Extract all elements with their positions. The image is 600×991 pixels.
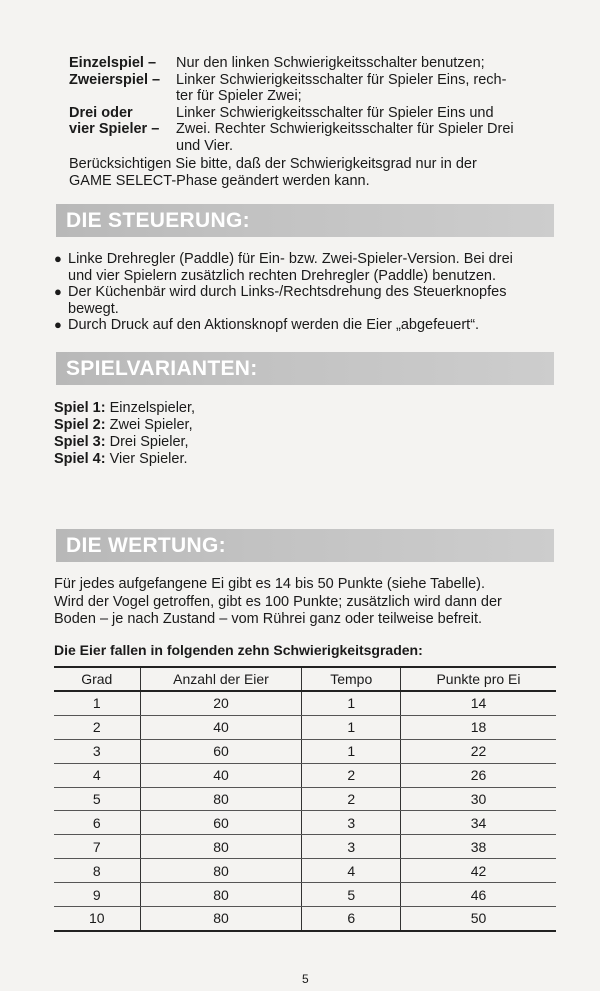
table-cell: 46 (400, 883, 556, 907)
scoring-line: Wird der Vogel getroffen, gibt es 100 Punkte; zusätzlich wird dann der (54, 593, 502, 610)
table-row (54, 811, 556, 835)
variant-text: Drei Spieler, (109, 434, 189, 450)
table-cell: 40 (140, 763, 302, 787)
definition-term: Einzelspiel – (69, 55, 157, 71)
table-row (54, 691, 556, 715)
table-cell: 5 (302, 883, 401, 907)
bullet-line: Durch Druck auf den Aktionsknopf werden die Eier „abgefeuert“. (68, 317, 480, 333)
table-cell: 80 (140, 859, 302, 883)
table-cell: 80 (140, 907, 302, 931)
column-header: Punkte pro Ei (400, 667, 556, 691)
table-row (54, 763, 556, 787)
bullet-icon: ● (54, 317, 62, 332)
column-header: Grad (54, 667, 140, 691)
definition-line: Zwei. Rechter Schwierigkeitsschalter für Spieler Drei (176, 121, 514, 137)
definition-row (69, 72, 559, 105)
section-heading-steuerung: DIE STEUERUNG: (56, 204, 554, 237)
table-row (54, 883, 556, 907)
table-cell: 34 (400, 811, 556, 835)
bullet-icon: ● (54, 251, 62, 266)
table-cell: 22 (400, 739, 556, 763)
bullet-line: bewegt. (68, 300, 119, 317)
table-cell: 42 (400, 859, 556, 883)
difficulty-definitions (69, 55, 559, 189)
definition-line: Nur den linken Schwierigkeitsschalter benutzen; (176, 55, 485, 71)
table-body (54, 691, 556, 931)
table-cell: 9 (54, 883, 140, 907)
bullet-line: und vier Spielern zusätzlich rechten Drehregler (Paddle) benutzen. (68, 267, 496, 284)
variant-label: Spiel 1: (54, 400, 106, 416)
page-number: 5 (302, 972, 309, 986)
variant-label: Spiel 3: (54, 434, 106, 450)
table-cell: 1 (302, 739, 401, 763)
table-row (54, 835, 556, 859)
table-cell: 7 (54, 835, 140, 859)
table-cell: 3 (302, 811, 401, 835)
list-item (54, 434, 195, 451)
definition-desc (176, 105, 559, 122)
note-line: GAME SELECT-Phase geändert werden kann. (69, 172, 370, 189)
table-row (54, 907, 556, 931)
section-heading-varianten: SPIELVARIANTEN: (56, 352, 554, 385)
table-cell: 1 (54, 691, 140, 715)
definition-row (69, 105, 559, 122)
list-item (54, 417, 195, 434)
scoring-line: Für jedes aufgefangene Ei gibt es 14 bis 50 Punkte (siehe Tabelle). (54, 576, 485, 592)
table-cell: 30 (400, 787, 556, 811)
note-line: Berücksichtigen Sie bitte, daß der Schwierigkeitsgrad nur in der (69, 156, 477, 172)
table-cell: 1 (302, 715, 401, 739)
variant-text: Vier Spieler. (109, 451, 188, 467)
table-cell: 8 (54, 859, 140, 883)
table-cell: 6 (302, 907, 401, 931)
list-item (54, 284, 559, 317)
list-item (54, 251, 559, 284)
column-header: Tempo (302, 667, 401, 691)
table-cell: 2 (54, 715, 140, 739)
variant-label: Spiel 2: (54, 417, 106, 433)
bullet-line: Der Küchenbär wird durch Links-/Rechtsdrehung des Steuerknopfes (68, 284, 507, 300)
table-cell: 4 (54, 763, 140, 787)
table-header-row (54, 667, 556, 691)
controls-list (54, 251, 559, 334)
table-row (54, 739, 556, 763)
scoring-line: Boden – je nach Zustand – vom Rührei ganz oder teilweise befreit. (54, 611, 482, 627)
definition-term: vier Spieler – (69, 121, 160, 137)
definition-desc (176, 55, 559, 72)
bullet-icon: ● (54, 284, 62, 299)
definition-desc (176, 121, 559, 154)
definition-line: Linker Schwierigkeitsschalter für Spieler Eins, rech- (176, 71, 507, 88)
bullet-line: Linke Drehregler (Paddle) für Ein- bzw. Zwei-Spieler-Version. Bei drei (68, 251, 513, 267)
list-item (54, 317, 559, 334)
game-variants-list (54, 400, 195, 468)
table-cell: 80 (140, 883, 302, 907)
variant-label: Spiel 4: (54, 451, 106, 467)
definition-line: ter für Spieler Zwei; (176, 88, 302, 104)
table-cell: 14 (400, 691, 556, 715)
definition-line: Linker Schwierigkeitsschalter für Spieler Eins und (176, 104, 494, 121)
table-cell: 60 (140, 811, 302, 835)
list-item (54, 451, 195, 468)
table-cell: 1 (302, 691, 401, 715)
table-cell: 50 (400, 907, 556, 931)
table-cell: 80 (140, 787, 302, 811)
table-cell: 40 (140, 715, 302, 739)
table-cell: 6 (54, 811, 140, 835)
section-heading-wertung: DIE WERTUNG: (56, 529, 554, 562)
variant-text: Zwei Spieler, (109, 417, 193, 433)
definition-row (69, 55, 559, 72)
table-cell: 3 (302, 835, 401, 859)
table-row (54, 787, 556, 811)
difficulty-table (54, 666, 556, 932)
table-cell: 38 (400, 835, 556, 859)
table-cell: 2 (302, 787, 401, 811)
column-header: Anzahl der Eier (140, 667, 302, 691)
table-row (54, 859, 556, 883)
table-cell: 26 (400, 763, 556, 787)
definition-line: und Vier. (176, 137, 233, 154)
difficulty-note (69, 156, 559, 189)
table-title: Die Eier fallen in folgenden zehn Schwierigkeitsgraden: (54, 642, 423, 658)
list-item (54, 400, 195, 417)
table-cell: 3 (54, 739, 140, 763)
table-row (54, 715, 556, 739)
table-cell: 80 (140, 835, 302, 859)
definition-desc (176, 72, 559, 105)
table-cell: 10 (54, 907, 140, 931)
table-cell: 4 (302, 859, 401, 883)
table-cell: 18 (400, 715, 556, 739)
definition-term: Drei oder (69, 104, 133, 121)
scoring-paragraph (54, 576, 559, 629)
table-cell: 60 (140, 739, 302, 763)
definition-row (69, 121, 559, 154)
table-cell: 5 (54, 787, 140, 811)
variant-text: Einzelspieler, (109, 400, 196, 416)
table-cell: 2 (302, 763, 401, 787)
definition-term: Zweierspiel – (69, 71, 161, 88)
table-cell: 20 (140, 691, 302, 715)
